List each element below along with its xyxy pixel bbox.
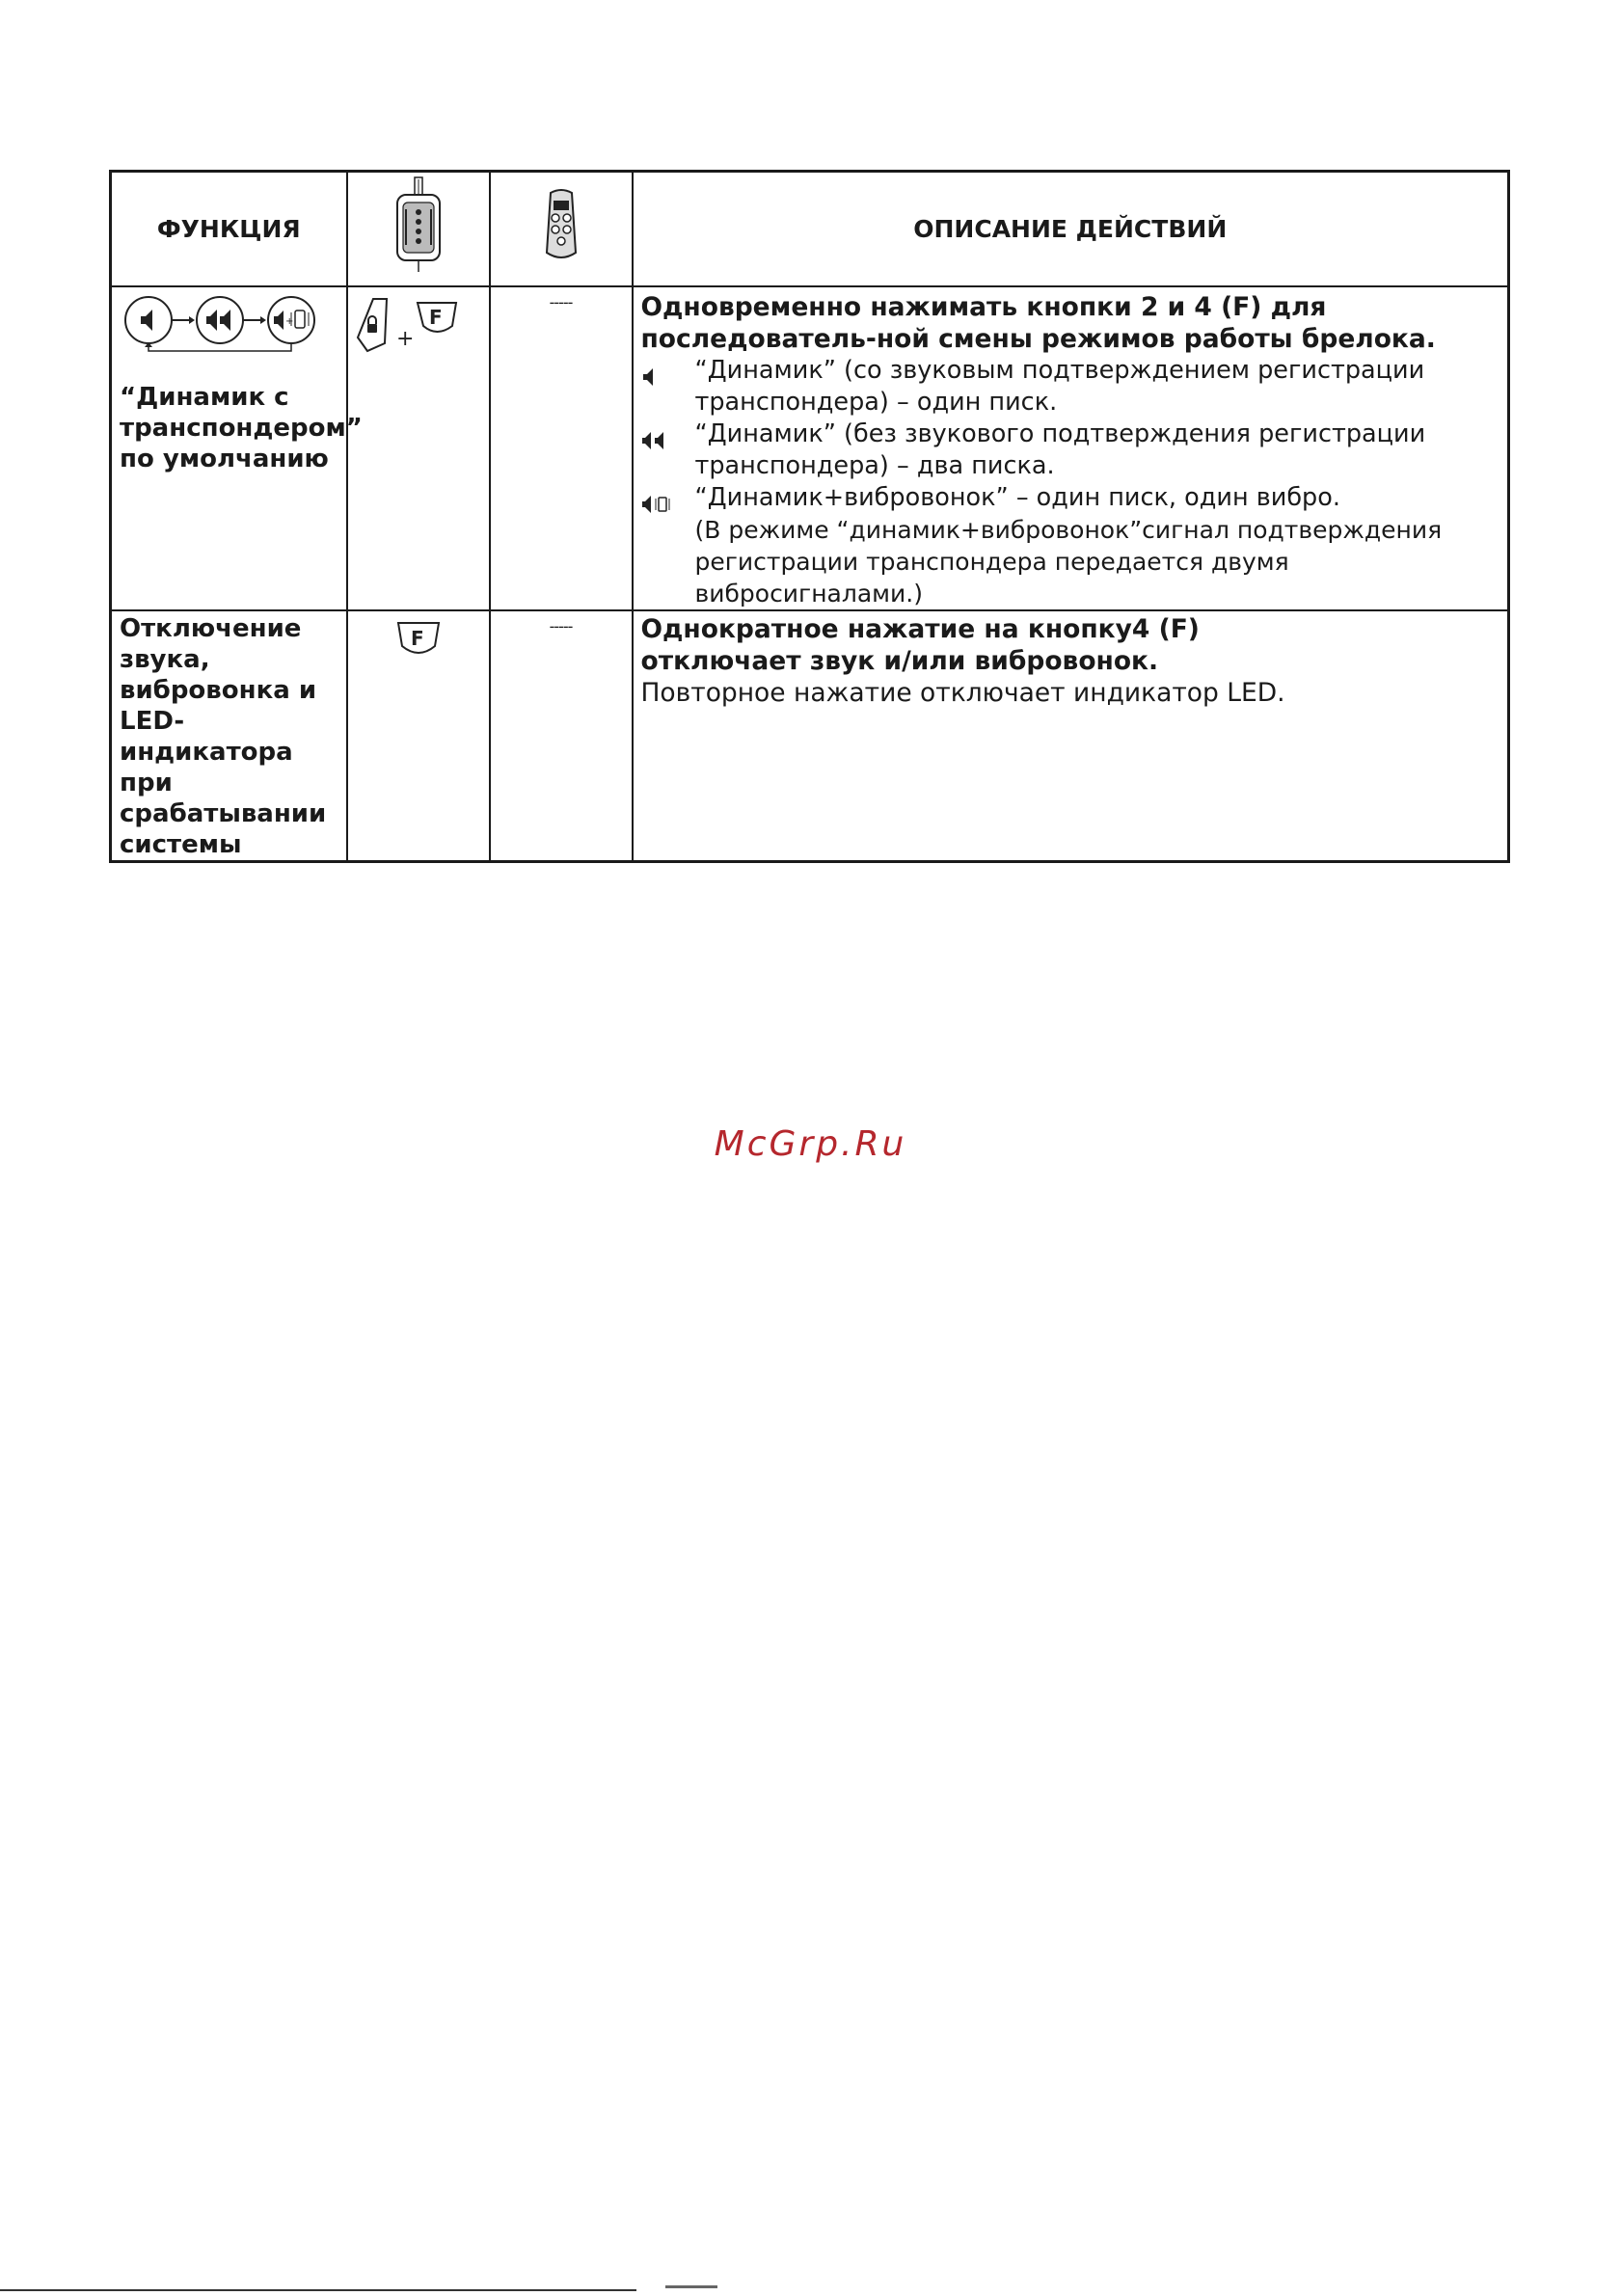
mode-list [641, 355, 1500, 609]
description-cell [633, 610, 1509, 862]
header-remote-1 [347, 172, 490, 286]
table-row [111, 286, 1509, 610]
remote-2-action-cell [490, 610, 633, 862]
button-combo [356, 295, 481, 357]
remote-2-action-cell [490, 286, 633, 610]
svg-text:+: + [285, 315, 294, 327]
no-action-dash: ----- [549, 616, 573, 635]
f-button-icon [394, 619, 443, 662]
description-bold: Одновременно нажимать кнопки 2 и 4 (F) для последователь-ной смены режимов работы брелока. [640, 291, 1436, 354]
function-text: “Динамик с транспондером” по умолчанию [120, 382, 363, 473]
list-item [641, 482, 1500, 609]
remote-control-small-icon [537, 185, 585, 266]
f-button-icon [418, 303, 456, 332]
list-item [641, 419, 1500, 482]
watermark: McGrp.Ru [714, 1124, 907, 1164]
divider [665, 2285, 717, 2288]
table-row [111, 610, 1509, 862]
remote-control-lcd-icon [388, 176, 449, 276]
divider [0, 2289, 636, 2291]
vibro-item-text: “Динамик+вибровонок” – один писк, один вибро. [694, 482, 1340, 512]
description-normal: Повторное нажатие отключает индикатор LED. [640, 677, 1285, 708]
mode-cycle-diagram [112, 293, 343, 363]
header-remote-2 [490, 172, 633, 286]
remote-1-buttons-cell [347, 610, 490, 862]
speaker-two-icon [641, 431, 670, 450]
header-function-label: ФУНКЦИЯ [156, 214, 301, 243]
function-text: Отключение звука, вибровонка и LED-индикатора при срабатывании системы [120, 613, 327, 859]
header-description-label: ОПИСАНИЕ ДЕЙСТВИЙ [913, 214, 1228, 243]
lock-button-icon [358, 299, 387, 351]
f-button-label: F [428, 305, 443, 329]
list-item [641, 355, 1500, 419]
table-header-row [111, 172, 1509, 286]
speaker-vibro-icon [268, 297, 314, 343]
speaker-one-icon [641, 367, 661, 387]
description-cell [633, 286, 1509, 610]
plus-sign: + [395, 326, 414, 351]
description-bold: Однократное нажатие на кнопку4 (F) отключает звук и/или вибровонок. [640, 613, 1200, 676]
list-item-text: “Динамик” (без звукового подтверждения регистрации транспондера) – два писка. [694, 419, 1426, 480]
list-item-text: “Динамик” (со звуковым подтверждением регистрации транспондера) – один писк. [694, 355, 1425, 417]
no-action-dash: ----- [549, 292, 573, 311]
f-button-label: F [410, 626, 424, 650]
header-description [633, 172, 1509, 286]
speaker-vibro-icon [641, 495, 682, 514]
list-item-text [695, 482, 1500, 609]
function-cell [111, 610, 347, 862]
header-function [111, 172, 347, 286]
function-cell [111, 286, 363, 610]
functions-table [109, 170, 1510, 863]
remote-1-buttons-cell [347, 286, 490, 610]
speaker-one-icon [125, 297, 172, 343]
vibro-item-note: (В режиме “динамик+вибровонок”сигнал подтверждения регистрации транспондера передается двумя вибросигналами.) [694, 515, 1443, 608]
speaker-two-icon [197, 297, 243, 343]
